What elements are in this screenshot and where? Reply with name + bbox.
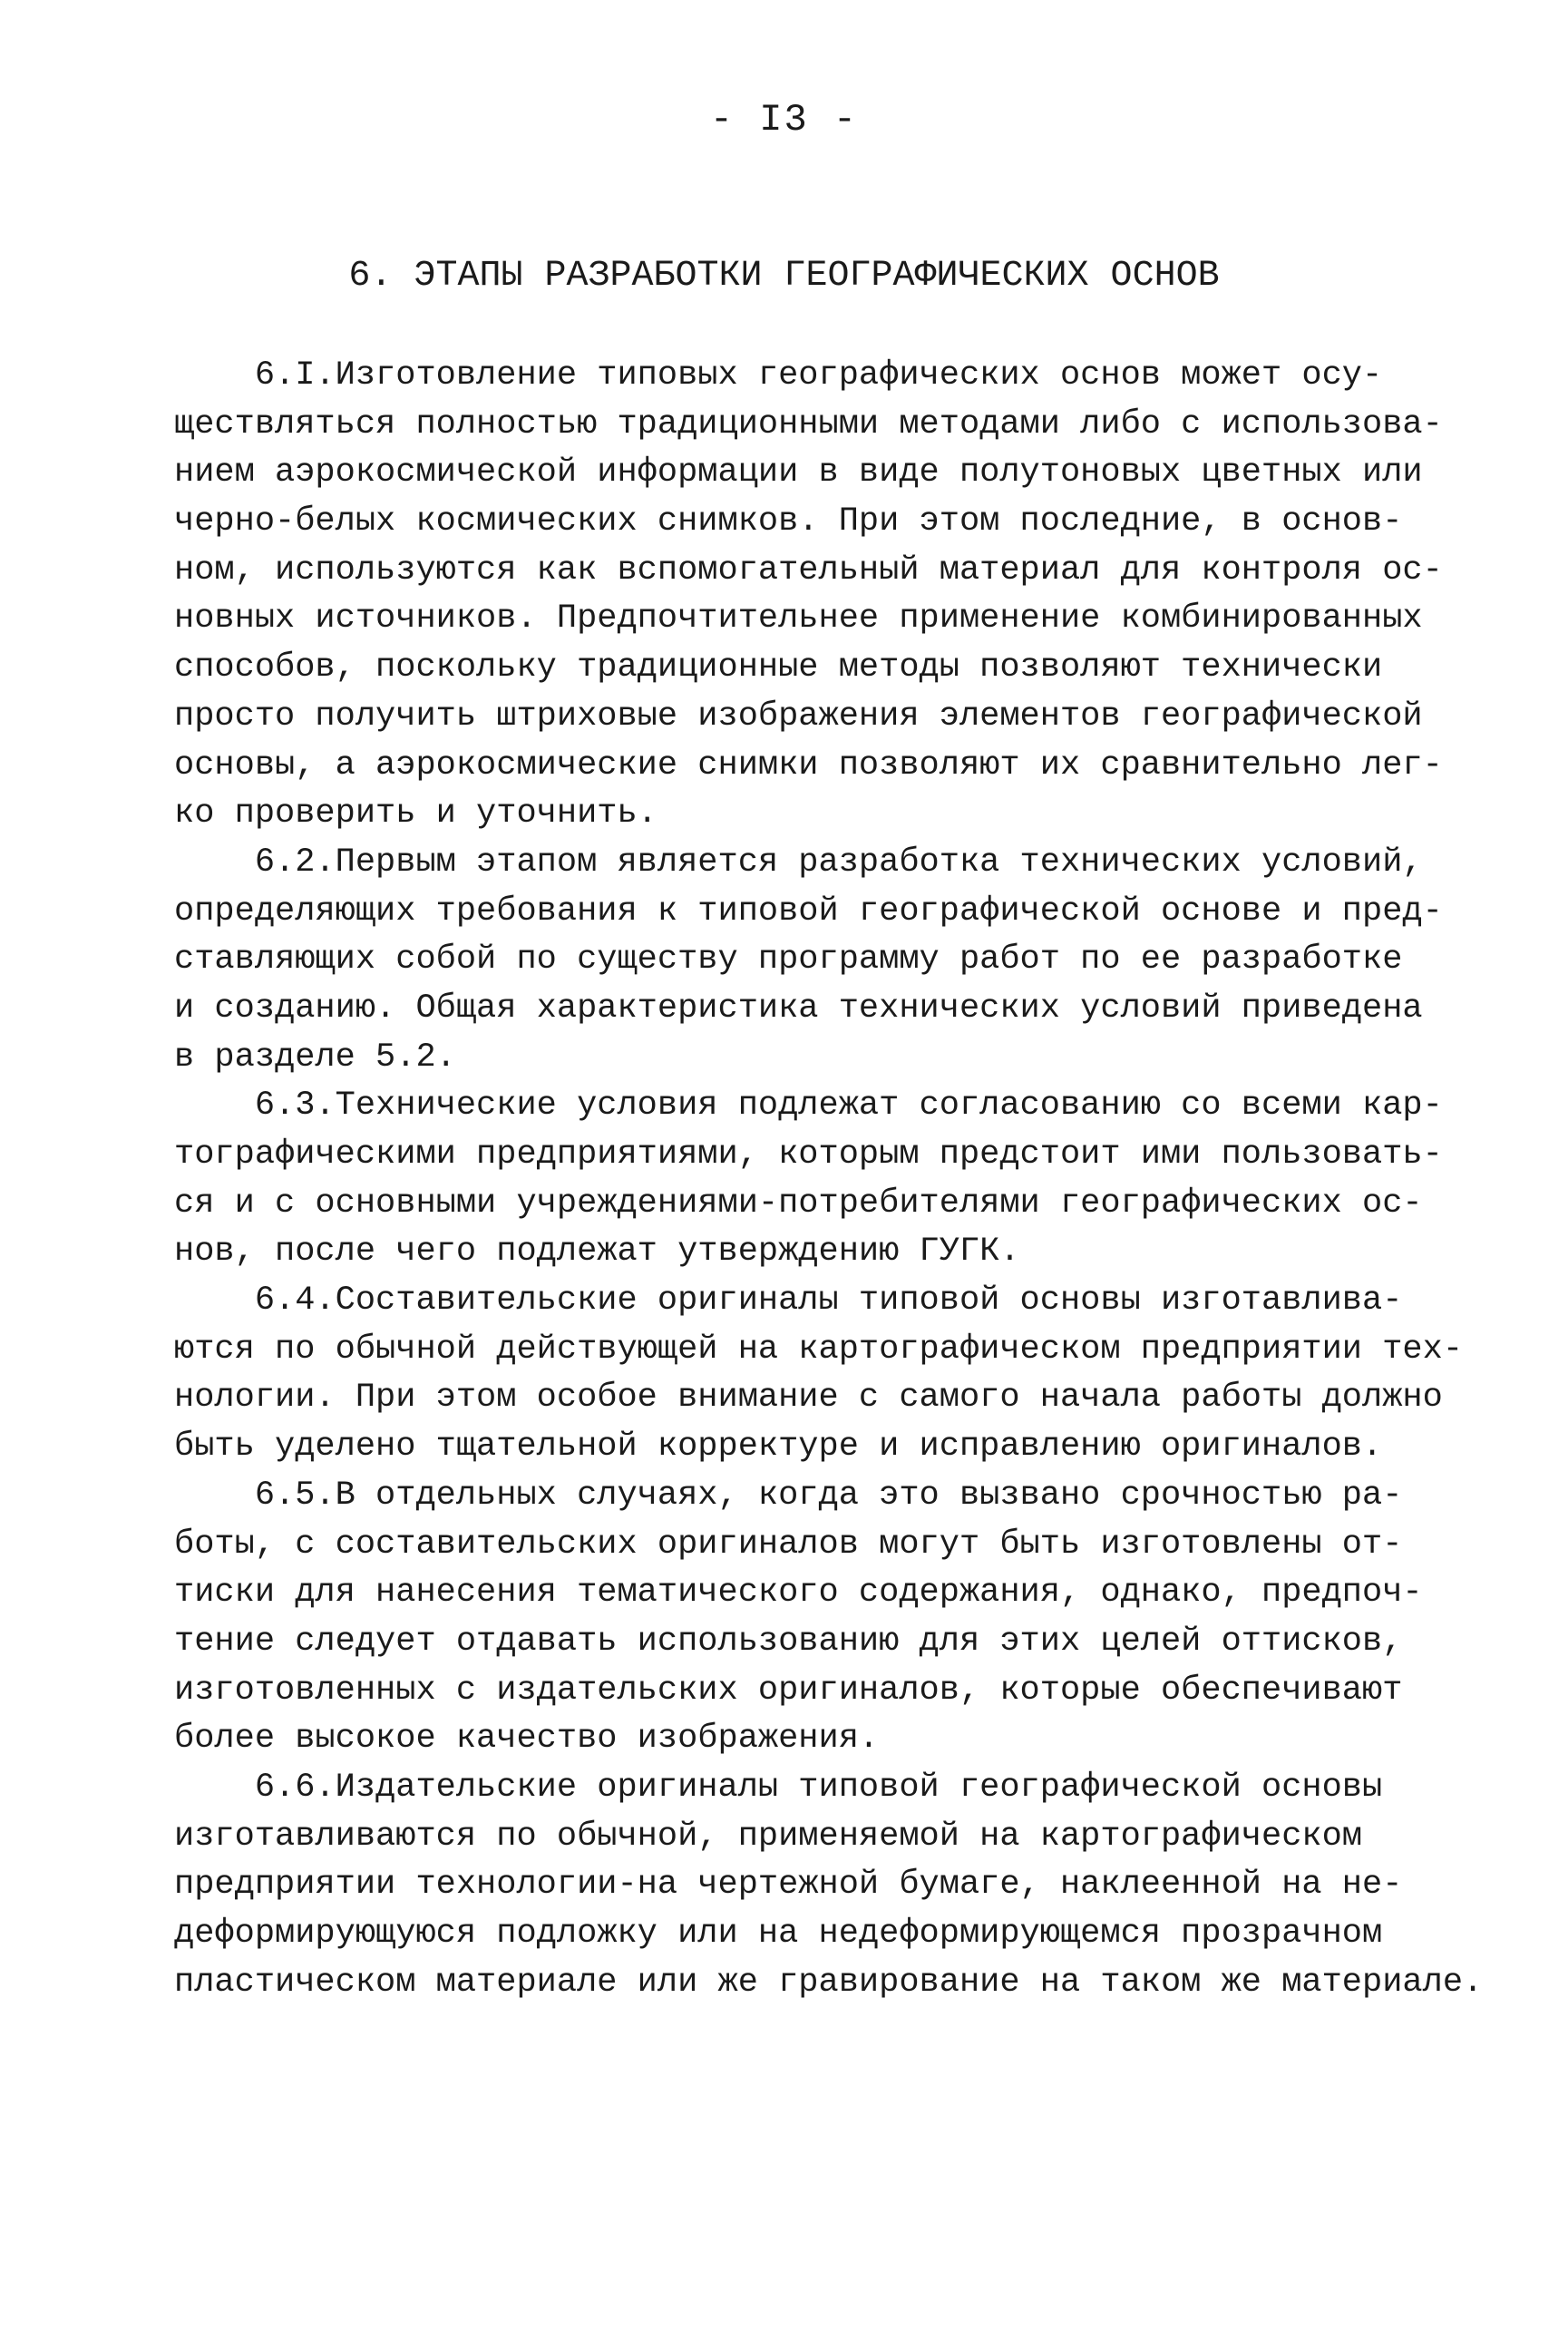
section-title: 6. ЭТАПЫ РАЗРАБОТКИ ГЕОГРАФИЧЕСКИХ ОСНОВ: [348, 256, 1220, 297]
text-line: 6.3.Технические условия подлежат согласованию со всеми кар-: [174, 1087, 1443, 1126]
paragraph-6-5: [174, 1472, 1462, 1764]
text-line: ются по обычной действующей на картографическом предприятии тех-: [174, 1330, 1464, 1369]
body-text: [174, 352, 1484, 2007]
text-line: изготавливаются по обычной, применяемой на картографическом: [174, 1817, 1363, 1856]
paragraph-6-1: [174, 352, 1462, 839]
text-line: и созданию. Общая характеристика технических условий приведена: [174, 989, 1423, 1028]
text-line: изготовленных с издательских оригиналов, которые обеспечивают: [174, 1671, 1403, 1710]
text-line: ко проверить и уточнить.: [174, 794, 657, 833]
text-line: новных источников. Предпочтительнее применение комбинированных: [174, 599, 1423, 638]
text-line: 6.5.В отдельных случаях, когда это вызвано срочностью ра-: [174, 1476, 1403, 1515]
paragraph-6-6: [174, 1764, 1484, 2007]
text-line: способов, поскольку традиционные методы позволяют технически: [174, 648, 1383, 687]
paragraph-6-2: [174, 839, 1462, 1082]
text-line: предприятии технологии-на чертежной бумаге, наклеенной на не-: [174, 1866, 1403, 1905]
text-line: ном, используются как вспомогательный материал для контроля ос-: [174, 551, 1443, 590]
text-line: ся и с основными учреждениями-потребителями географических ос-: [174, 1184, 1423, 1223]
text-line: нов, после чего подлежат утверждению ГУГК.: [174, 1233, 1020, 1272]
text-line: просто получить штриховые изображения элементов географической: [174, 697, 1423, 736]
text-line: деформирующуюся подложку или на недеформирующемся прозрачном: [174, 1915, 1383, 1953]
text-line: тиски для нанесения тематического содержания, однако, предпоч-: [174, 1574, 1423, 1613]
page-number: - I3 -: [709, 98, 859, 141]
text-line: определяющих требования к типовой географической основе и пред-: [174, 892, 1443, 931]
text-line: 6.4.Составительские оригиналы типовой основы изготавлива-: [174, 1282, 1403, 1321]
paragraph-6-3: [174, 1082, 1462, 1277]
text-line: тографическими предприятиями, которым предстоит ими пользовать-: [174, 1135, 1443, 1174]
paragraph-6-4: [174, 1277, 1462, 1472]
text-line: тение следует отдавать использованию для этих целей оттисков,: [174, 1622, 1403, 1661]
text-line: основы, а аэрокосмические снимки позволяют их сравнительно лег-: [174, 746, 1443, 785]
text-line: ществляться полностью традиционными методами либо с использова-: [174, 404, 1443, 443]
text-line: 6.6.Издательские оригиналы типовой географической основы: [174, 1768, 1383, 1807]
text-line: в разделе 5.2.: [174, 1038, 456, 1077]
text-line: ставляющих собой по существу программу работ по ее разработке: [174, 940, 1403, 979]
text-line: боты, с составительских оригиналов могут быть изготовлены от-: [174, 1525, 1403, 1564]
text-line: нием аэрокосмической информации в виде полутоновых цветных или: [174, 453, 1423, 492]
text-line: более высокое качество изображения.: [174, 1720, 880, 1759]
text-line: пластическом материале или же гравирование на таком же материале.: [174, 1963, 1484, 2002]
text-line: черно-белых космических снимков. При этом последние, в основ-: [174, 502, 1403, 541]
text-line: быть уделено тщательной корректуре и исправлению оригиналов.: [174, 1428, 1383, 1467]
text-line: 6.I.Изготовление типовых географических основ может осу-: [174, 356, 1383, 395]
text-line: 6.2.Первым этапом является разработка технических условий,: [174, 843, 1423, 882]
text-line: нологии. При этом особое внимание с самого начала работы должно: [174, 1379, 1443, 1418]
